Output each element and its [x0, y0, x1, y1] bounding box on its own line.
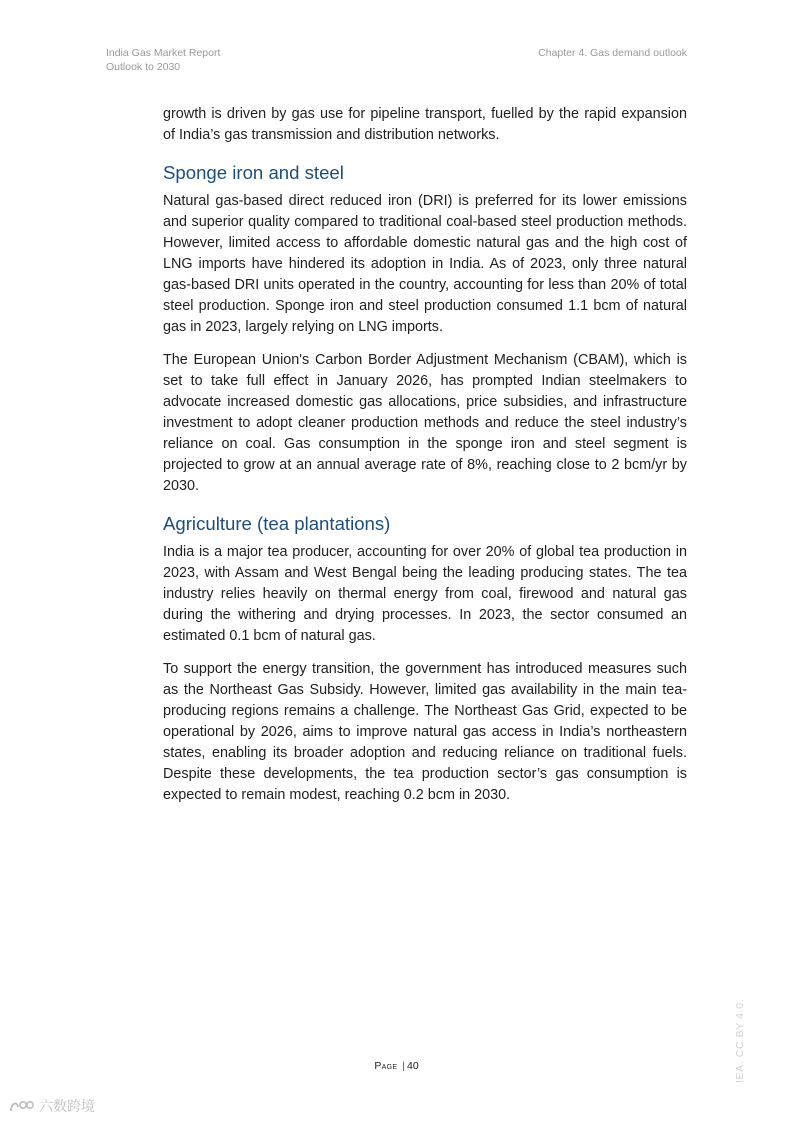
section-heading-agriculture: Agriculture (tea plantations) [163, 513, 391, 534]
watermark-text: 六数跨境 [39, 1099, 95, 1115]
page-footer [0, 1060, 793, 1072]
page-number: 40 [406, 1060, 419, 1072]
header-subtitle-line: Outlook to 2030 [106, 60, 181, 73]
page-label: Page [374, 1060, 398, 1072]
intro-paragraph: growth is driven by gas use for pipeline transport, fuelled by the rapid expansion of India’s gas transmission and distribution networks. [163, 106, 687, 143]
header-title-line: India Gas Market Report [106, 47, 221, 59]
watermark-logo-icon [8, 1097, 36, 1115]
watermark-logo [8, 1095, 108, 1117]
sponge-iron-paragraph-2: The European Union's Carbon Border Adjustment Mechanism (CBAM), which is set to take full effect in January 2026, has prompted Indian steelmakers to advocate increased domestic gas allocations, price subsidies, and infrastructure investment to adopt cleaner production methods and reduce the steel industry’s reliance on coal. Gas consumption in the sponge iron and steel segment is projected to grow at an annual average rate of 8%, reaching close to 2 bcm/yr by 2030. [163, 352, 687, 494]
section-heading-sponge-iron: Sponge iron and steel [163, 162, 344, 183]
page-content [163, 104, 687, 818]
sponge-iron-paragraph-1: Natural gas-based direct reduced iron (DRI) is preferred for its lower emissions and superior quality compared to traditional coal-based steel production methods. However, limited access to affordable domestic natural gas and the high cost of LNG imports have hindered its adoption in India. As of 2023, only three natural gas-based DRI units operated in the country, accounting for less than 20% of total steel production. Sponge iron and steel production consumed 1.1 bcm of natural gas in 2023, largely relying on LNG imports. [163, 193, 687, 335]
agriculture-paragraph-1: India is a major tea producer, accounting for over 20% of global tea production in 2023, with Assam and West Bengal being the leading producing states. The tea industry relies heavily on thermal energy from coal, firewood and natural gas during the withering and drying processes. In 2023, the sector consumed an estimated 0.1 bcm of natural gas. [163, 544, 687, 644]
agriculture-paragraph-2: To support the energy transition, the government has introduced measures such as the Northeast Gas Subsidy. However, limited gas availability in the main tea-producing regions remains a challenge. The Northeast Gas Grid, expected to be operational by 2026, aims to improve natural gas access in India’s northeastern states, enabling its broader adoption and reducing reliance on traditional fuels. Despite these developments, the tea production sector’s gas consumption is expected to remain modest, reaching 0.2 bcm in 2030. [163, 661, 687, 803]
license-notice: IEA. CC BY 4.0. [734, 998, 746, 1083]
header-chapter: Chapter 4. Gas demand outlook [538, 47, 687, 59]
header-report-title [106, 47, 220, 74]
page-separator: | [402, 1060, 405, 1072]
